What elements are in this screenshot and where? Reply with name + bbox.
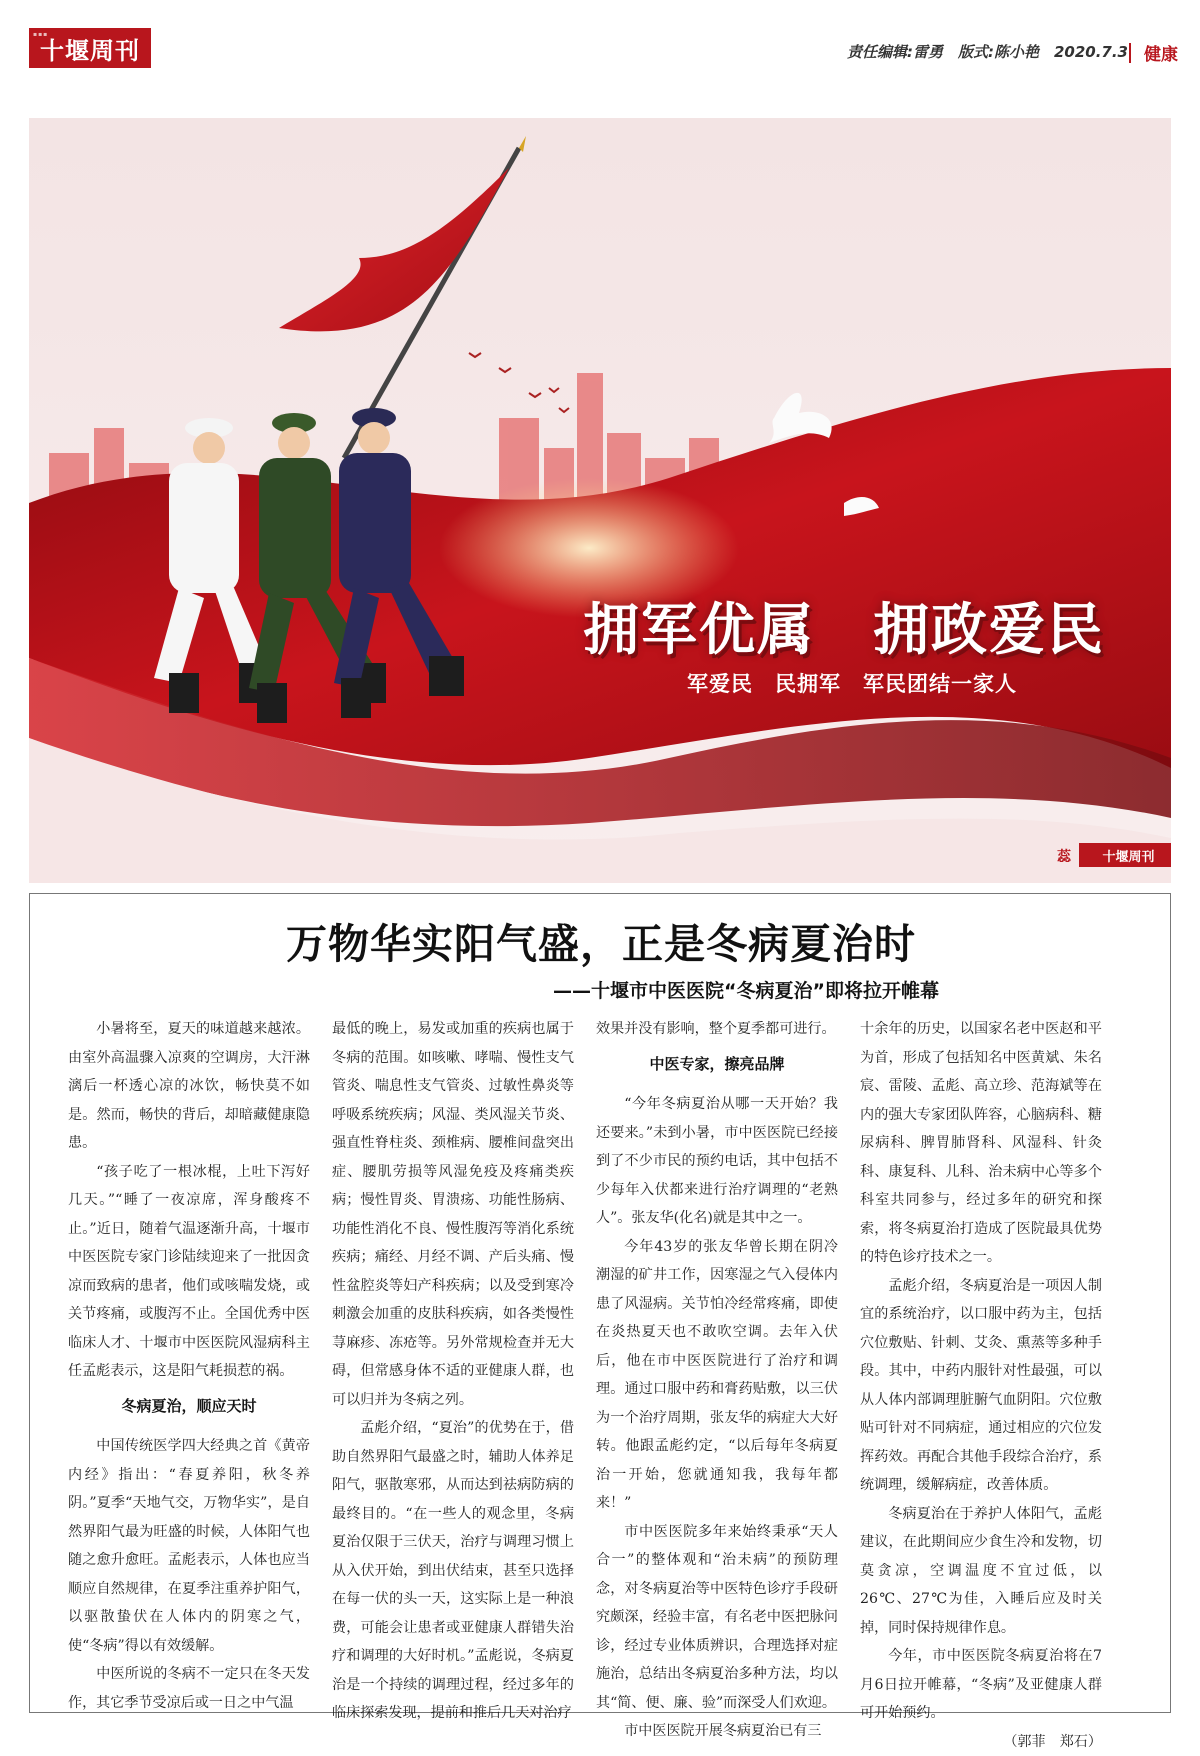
newspaper-logo: [29, 28, 151, 68]
paragraph: 效果并没有影响，整个夏季都可进行。: [596, 1015, 838, 1044]
logo-text: 十堰周刊: [40, 31, 140, 66]
article-column-2: [332, 1015, 574, 1728]
paragraph: 今年43岁的张友华曾长期在阴冷潮湿的矿井工作，因寒湿之气入侵体内患了风湿病。关节怕冷经常疼痛，即使在炎热夏天也不敢吹空调。去年入伏后，他在市中医医院进行了治疗和调理。通过口服中药和膏药贴敷，以三伏为一个治疗周期，张友华的病症大大好转。他跟孟彪约定，“以后每年冬病夏治一开始，您就通知我，我每年都来！”: [596, 1233, 838, 1518]
paragraph: 冬病夏治在于养护人体阳气，孟彪建议，在此期间应少食生冷和发物，切莫贪凉，空调温度不宜过低，以26℃、27℃为佳，入睡后应及时关掉，同时保持规律作息。: [860, 1500, 1102, 1643]
article-column-4: [860, 1015, 1102, 1756]
logo-tag: ▪▪▪: [33, 31, 48, 38]
paragraph: 中国传统医学四大经典之首《黄帝内经》指出：“春夏养阳，秋冬养阴。”夏季“天地气交，万物华实”，是自然界阳气最为旺盛的时候，人体阳气也随之愈升愈旺。孟彪表示，人体也应当顺应自然规律，在夏季注重养护阳气，以驱散蛰伏在人体内的阴寒之气，使“冬病”得以有效缓解。: [68, 1432, 310, 1660]
paragraph: 市中医医院多年来始终秉承“天人合一”的整体观和“治未病”的预防理念，对冬病夏治等中医特色诊疗手段研究颇深，经验丰富，有名老中医把脉问诊，经过专业体质辨识，合理选择对症施治，总结出冬病夏治多种方法，均以其“简、便、廉、验”而深受人们欢迎。: [596, 1518, 838, 1718]
paragraph: 孟彪介绍，冬病夏治是一项因人制宜的系统治疗，以口服中药为主，包括穴位敷贴、针刺、艾灸、熏蒸等多种手段。其中，中药内服针对性最强，可以从人体内部调理脏腑气血阴阳。穴位敷贴可针对不同病症，通过相应的穴位发挥药效。再配合其他手段综合治疗，系统调理，缓解病症，改善体质。: [860, 1272, 1102, 1500]
article-column-3: [596, 1015, 838, 1746]
poster-artwork: [29, 118, 1171, 883]
section-heading: 中医专家，擦亮品牌: [596, 1050, 838, 1079]
paragraph: 十余年的历史，以国家名老中医赵和平为首，形成了包括知名中医黄斌、朱名宸、雷陵、孟彪、高立珍、范海斌等在内的强大专家团队阵容，心脑病科、糖尿病科、脾胃肺肾科、风湿科、针灸科、康复科、儿科、治未病中心等多个科室共同参与，经过多年的研究和探索，将冬病夏治打造成了医院最具优势的特色诊疗技术之一。: [860, 1015, 1102, 1272]
poster-banner: [29, 118, 1171, 883]
poster-mini-logo: 十堰周刊: [1079, 843, 1171, 867]
poster-slogan-sub: 军爱民 民拥军 军民团结一家人: [687, 668, 1017, 698]
article: [29, 893, 1171, 1713]
article-title: 万物华实阳气盛，正是冬病夏治时: [30, 911, 1172, 970]
poster-slogan-main: 拥军优属 拥政爱民: [583, 586, 1105, 666]
poster-credit: 蕊: [1057, 846, 1071, 866]
article-subtitle: ——十堰市中医医院“冬病夏治”即将拉开帷幕: [30, 976, 1172, 1003]
article-column-1: [68, 1015, 310, 1717]
paragraph: 中医所说的冬病不一定只在冬天发作，其它季节受凉后或一日之中气温: [68, 1660, 310, 1717]
paragraph: 孟彪介绍，“夏治”的优势在于，借助自然界阳气最盛之时，辅助人体养足阳气，驱散寒邪，从而达到祛病防病的最终目的。“在一些人的观念里，冬病夏治仅限于三伏天，治疗与调理习惯上从入伏开始，到出伏结束，甚至只选择在每一伏的头一天，这实际上是一种浪费，可能会让患者或亚健康人群错失治疗和调理的大好时机。”孟彪说，冬病夏治是一个持续的调理过程，经过多年的临床探索发现，提前和推后几天对治疗: [332, 1414, 574, 1728]
birds: [469, 353, 569, 412]
section-label: 健康: [1144, 40, 1178, 65]
paragraph: 最低的晚上，易发或加重的疾病也属于冬病的范围。如咳嗽、哮喘、慢性支气管炎、喘息性支气管炎、过敏性鼻炎等呼吸系统疾病；风湿、类风湿关节炎、强直性脊柱炎、颈椎病、腰椎间盘突出症、腰肌劳损等风湿免疫及疼痛类疾病；慢性胃炎、胃溃疡、功能性肠病、功能性消化不良、慢性腹泻等消化系统疾病；痛经、月经不调、产后头痛、慢性盆腔炎等妇产科疾病；以及受到寒冷刺激会加重的皮肤科疾病，如各类慢性荨麻疹、冻疮等。另外常规检查并无大碍，但常感身体不适的亚健康人群，也可以归并为冬病之列。: [332, 1015, 574, 1414]
paragraph: “今年冬病夏治从哪一天开始？我还要来。”未到小暑，市中医医院已经接到了不少市民的预约电话，其中包括不少每年入伏都来进行治疗调理的“老熟人”。张友华(化名)就是其中之一。: [596, 1090, 838, 1233]
paragraph: 小暑将至，夏天的味道越来越浓。由室外高温骤入凉爽的空调房，大汗淋漓后一杯透心凉的冰饮，畅快莫不如是。然而，畅快的背后，却暗藏健康隐患。: [68, 1015, 310, 1158]
paragraph: 市中医医院开展冬病夏治已有三: [596, 1717, 838, 1746]
paragraph: 今年，市中医医院冬病夏治将在7月6日拉开帷幕，“冬病”及亚健康人群可开始预约。: [860, 1642, 1102, 1728]
page-header: [0, 0, 1200, 110]
section-heading: 冬病夏治，顺应天时: [68, 1392, 310, 1421]
paragraph: “孩子吃了一根冰棍，上吐下泻好几天。”“睡了一夜凉席，浑身酸疼不止。”近日，随着气温逐渐升高，十堰市中医医院专家门诊陆续迎来了一批因贪凉而致病的患者，他们或咳喘发烧，或关节疼痛，或腹泻不止。全国优秀中医临床人才、十堰市中医医院风湿病科主任孟彪表示，这是阳气耗损惹的祸。: [68, 1158, 310, 1386]
section-divider: [1129, 43, 1131, 63]
editor-line: 责任编辑:雷勇 版式:陈小艳 2020.7.3: [847, 41, 1128, 62]
byline: （郭菲 郑石）: [860, 1728, 1102, 1756]
